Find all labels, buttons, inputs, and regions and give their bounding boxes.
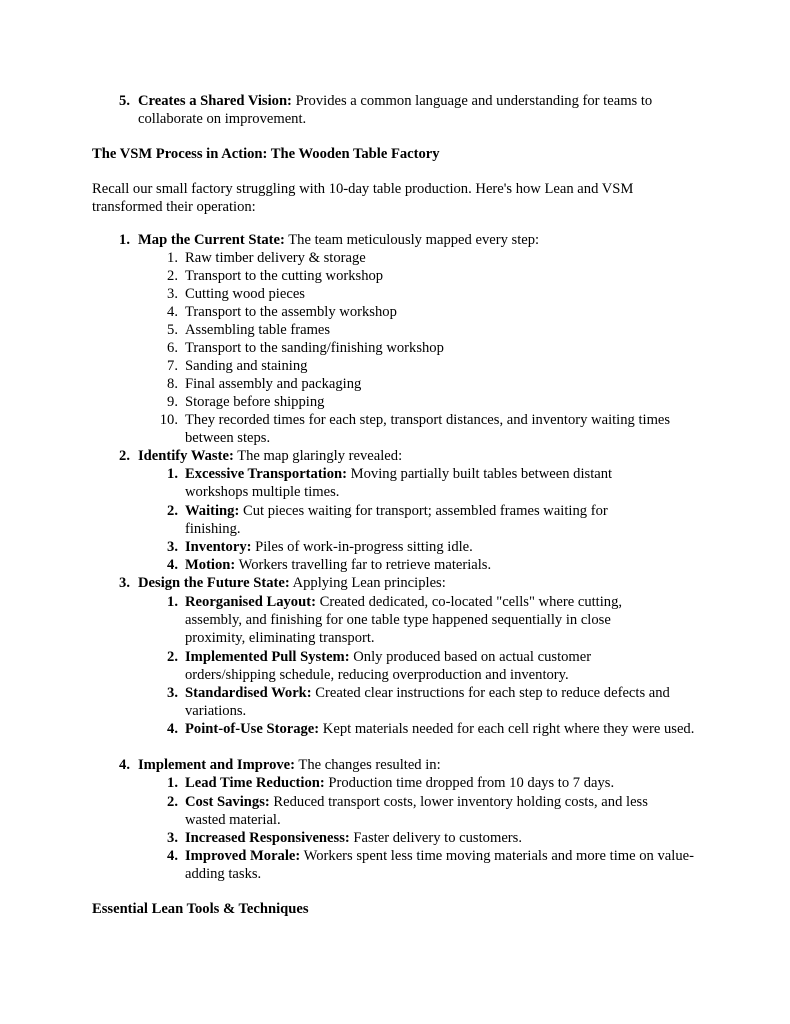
sub-text: Created dedicated, co-located "cells" where cutting, assembly, and finishing for one table type happened sequentially in close proximity, eliminating transport. bbox=[185, 594, 623, 647]
step-label: Implement and Improve: bbox=[138, 757, 296, 773]
sub-text: Moving partially built tables between distant workshops multiple times. bbox=[185, 466, 613, 501]
sub-content bbox=[185, 538, 665, 556]
sub-number: 3. bbox=[167, 830, 178, 846]
sub-text: Created clear instructions for each step to reduce defects and variations. bbox=[185, 685, 670, 720]
sub-content bbox=[185, 684, 685, 720]
sub-text: Faster delivery to customers. bbox=[349, 830, 522, 846]
sub-text: Transport to the cutting workshop bbox=[185, 268, 384, 284]
sub-text: Transport to the assembly workshop bbox=[185, 304, 397, 320]
sub-number: 1. bbox=[167, 466, 178, 482]
step-content bbox=[138, 756, 698, 774]
sub-number: 1. bbox=[167, 594, 178, 610]
step-number: 4. bbox=[119, 757, 130, 773]
sub-label: Excessive Transportation: bbox=[185, 466, 348, 482]
step-content bbox=[138, 447, 698, 465]
sub-label: Waiting: bbox=[185, 503, 240, 519]
sub-text: Assembling table frames bbox=[185, 322, 331, 338]
sub-text: Storage before shipping bbox=[185, 394, 325, 410]
step-label: Design the Future State: bbox=[138, 575, 290, 591]
sub-text: Sanding and staining bbox=[185, 358, 308, 374]
sub-label: Point-of-Use Storage: bbox=[185, 721, 320, 737]
sub-number: 2. bbox=[167, 268, 178, 284]
sub-text: Cut pieces waiting for transport; assembled frames waiting for finishing. bbox=[185, 503, 608, 538]
sub-text: Only produced based on actual customer orders/shipping schedule, reducing overproduction and inventory. bbox=[185, 649, 592, 684]
sub-content bbox=[185, 720, 695, 738]
sub-text: They recorded times for each step, transport distances, and inventory waiting times between steps. bbox=[185, 412, 671, 447]
sub-number: 5. bbox=[167, 322, 178, 338]
sub-number: 2. bbox=[167, 794, 178, 810]
sub-content bbox=[185, 793, 665, 829]
sub-number: 3. bbox=[167, 685, 178, 701]
sub-number: 6. bbox=[167, 340, 178, 356]
step-label: Map the Current State: bbox=[138, 232, 285, 248]
sub-content bbox=[185, 648, 645, 684]
sub-number: 1. bbox=[167, 775, 178, 791]
step-content bbox=[138, 574, 698, 592]
sub-number: 4. bbox=[167, 557, 178, 573]
step-number: 1. bbox=[119, 232, 130, 248]
sub-label: Implemented Pull System: bbox=[185, 649, 350, 665]
sub-text: Workers spent less time moving materials and more time on value-adding tasks. bbox=[185, 848, 694, 883]
sub-text: Final assembly and packaging bbox=[185, 376, 362, 392]
sub-text: Workers travelling far to retrieve materials. bbox=[235, 557, 492, 573]
sub-content bbox=[185, 847, 695, 883]
sub-text: Transport to the sanding/finishing workshop bbox=[185, 340, 444, 356]
sub-number: 4. bbox=[167, 304, 178, 320]
sub-text: Kept materials needed for each cell right where they were used. bbox=[319, 721, 695, 737]
sub-label: Reorganised Layout: bbox=[185, 594, 316, 610]
step-text: The map glaringly revealed: bbox=[233, 448, 403, 464]
sub-label: Improved Morale: bbox=[185, 848, 301, 864]
sub-text: Cutting wood pieces bbox=[185, 286, 305, 302]
sub-number: 3. bbox=[167, 286, 178, 302]
sub-number: 2. bbox=[167, 503, 178, 519]
list-item-label: Creates a Shared Vision: bbox=[138, 93, 292, 109]
sub-label: Cost Savings: bbox=[185, 794, 270, 810]
sub-label: Lead Time Reduction: bbox=[185, 775, 325, 791]
sub-label: Increased Responsiveness: bbox=[185, 830, 350, 846]
sub-text: Piles of work-in-progress sitting idle. bbox=[251, 539, 473, 555]
sub-number: 7. bbox=[167, 358, 178, 374]
step-text: The changes resulted in: bbox=[295, 757, 441, 773]
sub-content bbox=[185, 502, 665, 538]
sub-label: Inventory: bbox=[185, 539, 252, 555]
step-text: Applying Lean principles: bbox=[289, 575, 446, 591]
sub-number: 4. bbox=[167, 721, 178, 737]
sub-label: Motion: bbox=[185, 557, 236, 573]
sub-content bbox=[185, 556, 665, 574]
sub-number: 4. bbox=[167, 848, 178, 864]
sub-text: Production time dropped from 10 days to 7 days. bbox=[324, 775, 615, 791]
sub-text: Raw timber delivery & storage bbox=[185, 250, 366, 266]
step-label: Identify Waste: bbox=[138, 448, 234, 464]
sub-content bbox=[185, 829, 695, 847]
sub-content bbox=[185, 593, 670, 648]
sub-number: 10. bbox=[159, 412, 178, 428]
list-number: 5. bbox=[119, 93, 130, 109]
sub-number: 9. bbox=[167, 394, 178, 410]
list-item-text: Provides a common language and understanding for teams to collaborate on improvement. bbox=[138, 93, 653, 128]
step-content bbox=[138, 231, 698, 249]
next-section-heading: Essential Lean Tools & Techniques bbox=[92, 901, 309, 917]
sub-number: 1. bbox=[167, 250, 178, 266]
sub-content bbox=[185, 465, 665, 501]
step-text: The team meticulously mapped every step: bbox=[284, 232, 540, 248]
step-number: 2. bbox=[119, 448, 130, 464]
sub-text: Reduced transport costs, lower inventory holding costs, and less wasted material. bbox=[185, 794, 648, 829]
sub-label: Standardised Work: bbox=[185, 685, 312, 701]
sub-content bbox=[185, 774, 695, 792]
sub-number: 8. bbox=[167, 376, 178, 392]
sub-number: 3. bbox=[167, 539, 178, 555]
sub-number: 2. bbox=[167, 649, 178, 665]
section-heading: The VSM Process in Action: The Wooden Table Factory bbox=[92, 146, 440, 162]
intro-paragraph: Recall our small factory struggling with 10-day table production. Here's how Lean and VSM transformed their operation: bbox=[92, 181, 634, 216]
step-number: 3. bbox=[119, 575, 130, 591]
list-item-content bbox=[138, 92, 698, 128]
